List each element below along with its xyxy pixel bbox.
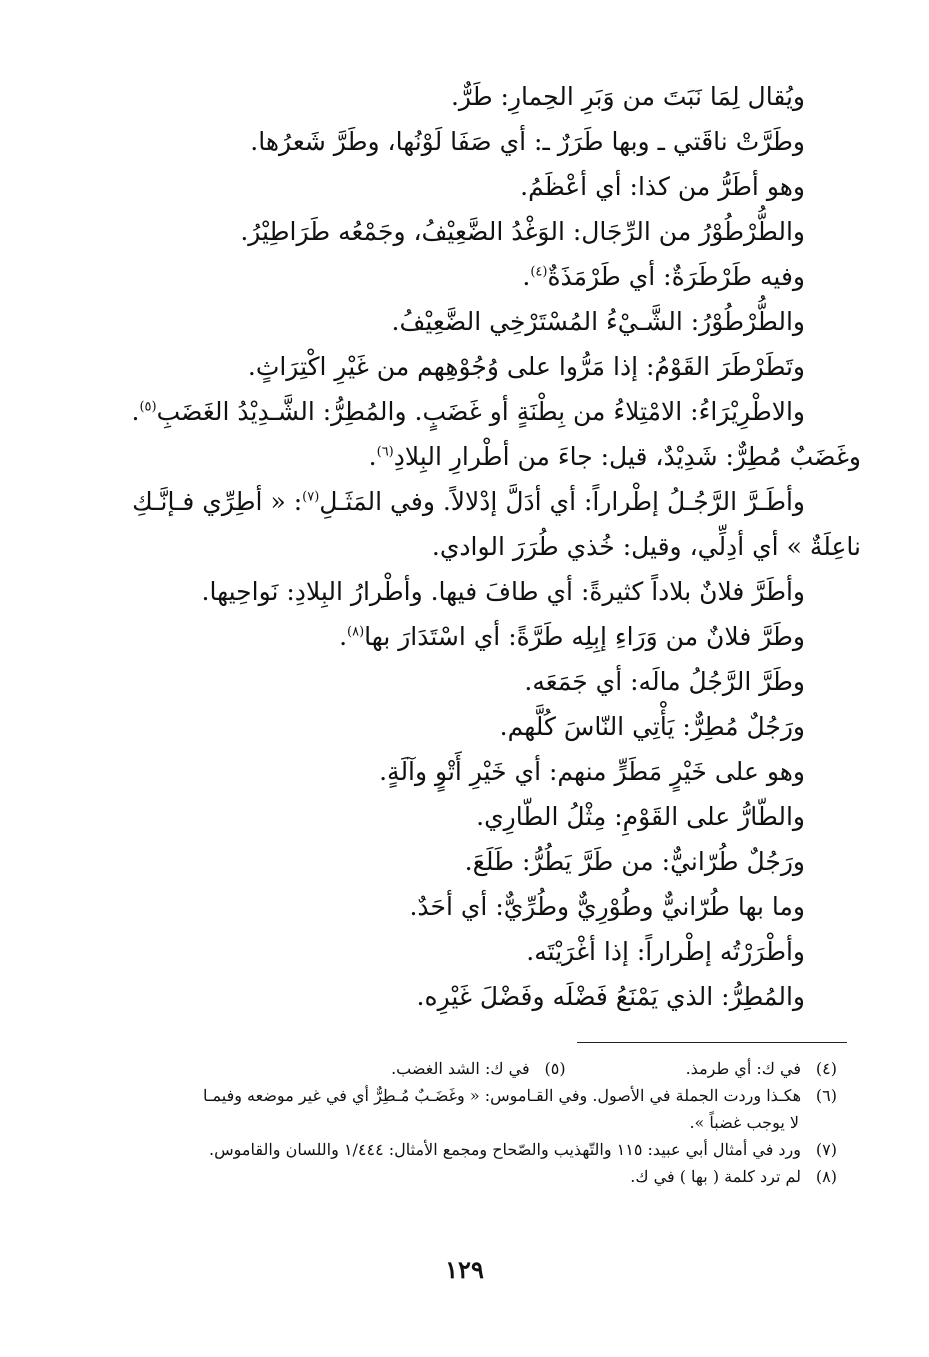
footnotes-block bbox=[100, 1055, 837, 1190]
footnote-line bbox=[100, 1055, 837, 1082]
footnote-text: في ك: أي طرمذ. bbox=[685, 1059, 801, 1078]
text-line: ويُقال لِمَا نَبَتَ من وَبَرِ الحِمارِ: طَرٌّ. bbox=[450, 82, 805, 111]
footnote-line bbox=[100, 1136, 837, 1163]
footnote-number: (٧) bbox=[815, 1140, 837, 1159]
text-line: وهو على خَيْرٍ مَطَرٍّ منهم: أي خَيْرِ أَتْوٍ وآلَةٍ. bbox=[379, 757, 805, 786]
text-line: ورَجُلٌ مُطِرٌّ: يَأْتِي النّاسَ كُلَّهم. bbox=[499, 712, 805, 741]
page-number: ١٢٩ bbox=[445, 1255, 484, 1284]
text-line: والمُطِرُّ: الذي يَمْنَعُ فَضْلَه وفَضْلَ غَيْرِه. bbox=[416, 982, 805, 1011]
footnote-divider bbox=[577, 1042, 847, 1043]
text-line: وأطَرَّ فلانٌ بلاداً كثيرةً: أي طافَ فيها. وأطْرارُ البِلادِ: نَواحِيها. bbox=[201, 577, 805, 606]
footnote-ref: (٦) bbox=[376, 444, 394, 460]
text-line: وأطَـرَّ الرَّجُـلُ إطْراراً: أي أدَلَّ إدْلالاً. وفي المَثَـلِ$^{(٧)}$: « أطِرِّي فـإنَّـكِ bbox=[132, 487, 805, 516]
footnote-ref: (٥) bbox=[139, 399, 157, 415]
text-line: وما بها طُرّانيٌّ وطُوْرِيٌّ وطُرِّيٌّ: أي أحَدٌ. bbox=[409, 892, 805, 921]
footnote-ref: (٨) bbox=[347, 624, 365, 640]
footnote-text: لم ترد كلمة ( بها ) في ك. bbox=[630, 1167, 801, 1186]
text-line: ورَجُلٌ طُرّانيٌّ: من طَرَّ يَطُرُّ: طَلَعَ. bbox=[464, 847, 805, 876]
footnote-ref: (٤) bbox=[530, 264, 548, 280]
footnote-number: (٥) bbox=[544, 1059, 566, 1078]
text-line: وطَرَّ الرَّجُلُ مالَه: أي جَمَعَه. bbox=[524, 667, 805, 696]
text-line: وأطْرَرْتُه إطْراراً: إذا أغْرَيْتَه. bbox=[526, 937, 805, 966]
footnote-line bbox=[100, 1163, 837, 1190]
text-line: والاطْرِيْرَاءُ: الامْتِلاءُ من بِطْنَةٍ أو غَضَبٍ. والمُطِرُّ: الشَّـدِيْدُ الغَضَبِ$^{(٥)}$. bbox=[131, 397, 805, 426]
footnote-ref: (٧) bbox=[302, 489, 320, 505]
footnote-number: (٨) bbox=[815, 1167, 837, 1186]
text-line: وطَرَّ فلانٌ من وَرَاءِ إبِلِه طَرَّةً: أي اسْتَدَارَ بها$^{(٨)}$. bbox=[339, 622, 805, 651]
text-line: وتَطَرْطَرَ القَوْمُ: إذا مَرُّوا على وُجُوْهِهم من غَيْرِ اكْتِرَاثٍ. bbox=[247, 352, 805, 381]
footnote-text: لا يوجب غضباً ». bbox=[689, 1113, 799, 1132]
text-line: وغَضَبٌ مُطِرٌّ: شَدِيْدٌ، قيل: جاءَ من أطْرارِ البِلادِ$^{(٦)}$. bbox=[368, 442, 861, 471]
text-line: والطُّرْطُوْرُ من الرِّجَال: الوَغْدُ الضَّعِيْفُ، وجَمْعُه طَرَاطِيْرُ. bbox=[240, 217, 805, 246]
main-text-block bbox=[80, 74, 861, 1019]
footnote-number: (٦) bbox=[815, 1086, 837, 1105]
text-line: والطّارُّ على القَوْمِ: مِثْلُ الطّارِي. bbox=[476, 802, 805, 831]
text-line: وهو أطَرُّ من كذا: أي أعْظَمُ. bbox=[520, 172, 805, 201]
text-line: وفيه طَرْطَرَةٌ: أي طَرْمَذَةٌ$^{(٤)}$. bbox=[522, 262, 805, 291]
text-line: وطَرَّتْ ناقَتي ـ وبها طَرَرٌ ـ: أي صَفَا لَوْنُها، وطَرَّ شَعرُها. bbox=[250, 127, 805, 156]
footnote-number: (٤) bbox=[815, 1059, 837, 1078]
footnote-text: ورد في أمثال أبي عبيد: ١١٥ والتّهذيب والصّحاح ومجمع الأمثال: ١/٤٤٤ واللسان والقاموس. bbox=[209, 1140, 801, 1159]
text-line: ناعِلَةٌ » أي أدِلِّي، وقيل: خُذي طُرَرَ الوادي. bbox=[431, 532, 861, 561]
footnote-text: في ك: الشد الغضب. bbox=[391, 1059, 530, 1078]
footnote-line bbox=[100, 1109, 837, 1136]
text-line: والطُّرْطُوْرُ: الشَّـيْءُ المُسْتَرْخِي الضَّعِيْفُ. bbox=[391, 307, 805, 336]
footnote-line bbox=[100, 1082, 837, 1109]
footnote-text: هكـذا وردت الجملة في الأصول. وفي القـاموس: « وغَضَـبٌ مُـطِرٌّ أي في غير موضعه وفيمـا bbox=[202, 1086, 801, 1105]
